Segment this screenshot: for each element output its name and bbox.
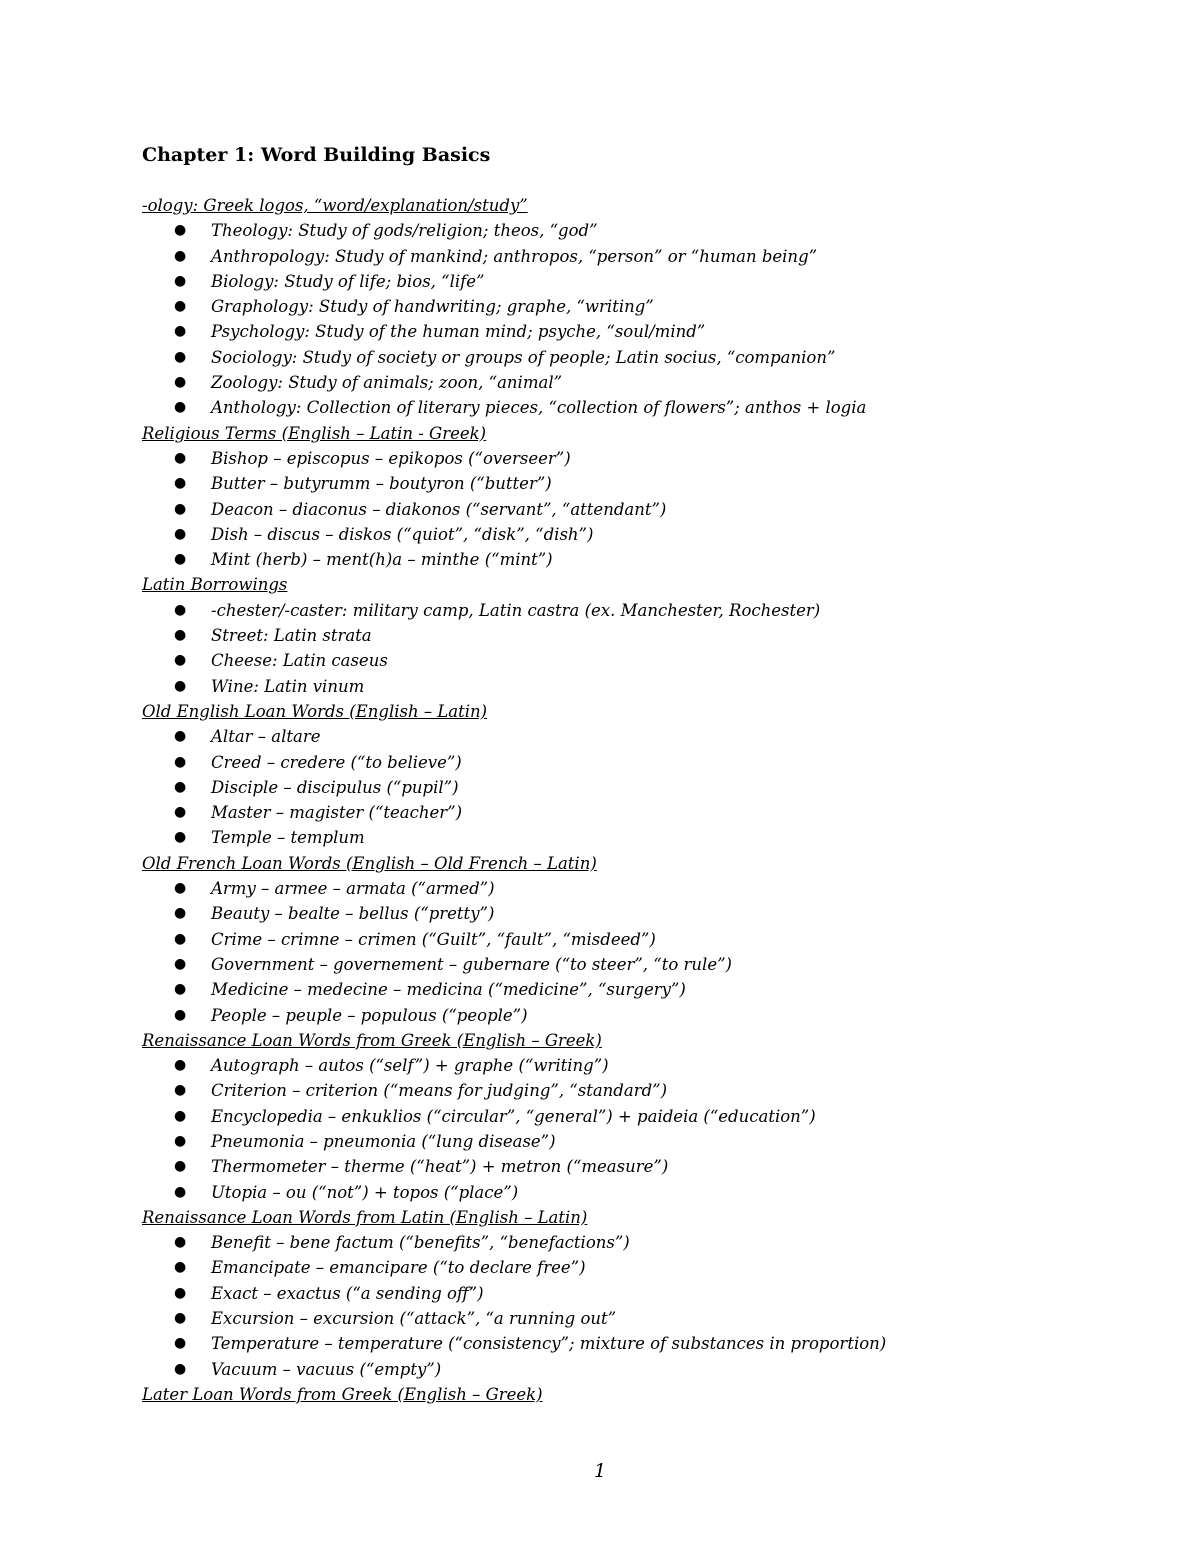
list-item bbox=[142, 1053, 1142, 1078]
list-item-text: Benefit – bene factum (“benefits”, “benefactions”) bbox=[211, 1233, 630, 1253]
bullet-icon: ● bbox=[174, 905, 187, 922]
bullet-icon: ● bbox=[174, 778, 187, 795]
section-heading: -ology: Greek logos, “word/explanation/study” bbox=[142, 196, 528, 215]
list-item bbox=[142, 952, 1142, 977]
section-heading: Renaissance Loan Words from Greek (English – Greek) bbox=[142, 1030, 602, 1050]
list-item bbox=[142, 446, 1142, 471]
list-item bbox=[142, 1357, 1142, 1382]
list-item bbox=[142, 1003, 1142, 1028]
bullet-icon: ● bbox=[174, 551, 187, 568]
list-item bbox=[142, 1154, 1142, 1179]
bullet-icon: ● bbox=[174, 323, 187, 340]
bullet-icon: ● bbox=[174, 1158, 187, 1175]
bullet-icon: ● bbox=[174, 1259, 187, 1276]
bullet-list bbox=[142, 446, 1142, 572]
bullet-icon: ● bbox=[174, 348, 187, 365]
list-item-text: People – peuple – populous (“people”) bbox=[211, 1005, 528, 1025]
list-item-text: Anthology: Collection of literary pieces, “collection of flowers”; anthos + logia bbox=[211, 398, 867, 418]
list-item-text: Excursion – excursion (“attack”, “a running out” bbox=[211, 1309, 617, 1329]
list-item bbox=[142, 395, 1142, 420]
bullet-list bbox=[142, 876, 1142, 1028]
list-item-text: Theology: Study of gods/religion; theos, “god” bbox=[211, 221, 598, 241]
bullet-icon: ● bbox=[174, 753, 187, 770]
bullet-icon: ● bbox=[174, 525, 187, 542]
list-item-text: Bishop – episcopus – epikopos (“overseer”) bbox=[211, 448, 571, 468]
list-item-text: Biology: Study of life; bios, “life” bbox=[211, 271, 485, 291]
bullet-icon: ● bbox=[174, 627, 187, 644]
document-body bbox=[142, 193, 1142, 1407]
bullet-icon: ● bbox=[174, 1082, 187, 1099]
bullet-icon: ● bbox=[174, 1335, 187, 1352]
bullet-icon: ● bbox=[174, 298, 187, 315]
list-item-text: Sociology: Study of society or groups of people; Latin socius, “companion” bbox=[211, 347, 836, 367]
bullet-icon: ● bbox=[174, 1234, 187, 1251]
list-item-text: Deacon – diaconus – diakonos (“servant”, “attendant”) bbox=[211, 499, 667, 519]
bullet-list bbox=[142, 218, 1142, 420]
list-item bbox=[142, 294, 1142, 319]
bullet-icon: ● bbox=[174, 272, 187, 289]
section bbox=[142, 1028, 1142, 1205]
bullet-icon: ● bbox=[174, 880, 187, 897]
list-item bbox=[142, 977, 1142, 1002]
list-item-text: Psychology: Study of the human mind; psyche, “soul/mind” bbox=[211, 322, 706, 342]
list-item-text: Street: Latin strata bbox=[211, 626, 372, 646]
bullet-icon: ● bbox=[174, 1132, 187, 1149]
list-item-text: Master – magister (“teacher”) bbox=[211, 803, 463, 823]
list-item-text: Beauty – bealte – bellus (“pretty”) bbox=[211, 904, 495, 924]
list-item bbox=[142, 218, 1142, 243]
list-item bbox=[142, 1331, 1142, 1356]
bullet-icon: ● bbox=[174, 652, 187, 669]
list-item bbox=[142, 674, 1142, 699]
section-heading: Later Loan Words from Greek (English – Greek) bbox=[142, 1384, 543, 1404]
section-heading: Old French Loan Words (English – Old French – Latin) bbox=[142, 853, 597, 873]
section bbox=[142, 1382, 1142, 1407]
bullet-icon: ● bbox=[174, 804, 187, 821]
list-item bbox=[142, 623, 1142, 648]
list-item bbox=[142, 319, 1142, 344]
list-item-text: Disciple – discipulus (“pupil”) bbox=[211, 777, 459, 797]
list-item-text: Army – armee – armata (“armed”) bbox=[211, 879, 495, 899]
bullet-icon: ● bbox=[174, 1006, 187, 1023]
list-item bbox=[142, 497, 1142, 522]
bullet-icon: ● bbox=[174, 399, 187, 416]
bullet-icon: ● bbox=[174, 601, 187, 618]
list-item-text: Butter – butyrumm – boutyron (“butter”) bbox=[211, 474, 552, 494]
list-item bbox=[142, 1230, 1142, 1255]
page-number: 1 bbox=[593, 1460, 607, 1482]
list-item-text: Pneumonia – pneumonia (“lung disease”) bbox=[211, 1131, 556, 1151]
list-item bbox=[142, 1306, 1142, 1331]
list-item-text: Creed – credere (“to believe”) bbox=[211, 752, 462, 772]
list-item bbox=[142, 1255, 1142, 1280]
list-item bbox=[142, 1078, 1142, 1103]
section-heading: Renaissance Loan Words from Latin (English – Latin) bbox=[142, 1207, 588, 1227]
list-item bbox=[142, 876, 1142, 901]
bullet-icon: ● bbox=[174, 374, 187, 391]
list-item-text: Zoology: Study of animals; zoon, “animal” bbox=[211, 373, 563, 393]
section-heading: Religious Terms (English – Latin - Greek) bbox=[142, 423, 487, 443]
bullet-icon: ● bbox=[174, 475, 187, 492]
list-item bbox=[142, 750, 1142, 775]
bullet-icon: ● bbox=[174, 1107, 187, 1124]
bullet-icon: ● bbox=[174, 449, 187, 466]
list-item-text: Autograph – autos (“self”) + graphe (“writing”) bbox=[211, 1056, 609, 1076]
list-item bbox=[142, 345, 1142, 370]
list-item-text: Vacuum – vacuus (“empty”) bbox=[211, 1359, 442, 1379]
list-item bbox=[142, 927, 1142, 952]
list-item bbox=[142, 471, 1142, 496]
list-item-text: Cheese: Latin caseus bbox=[211, 651, 388, 671]
list-item bbox=[142, 775, 1142, 800]
section bbox=[142, 572, 1142, 698]
list-item-text: Wine: Latin vinum bbox=[211, 676, 365, 696]
list-item-text: Encyclopedia – enkuklios (“circular”, “general”) + paideia (“education”) bbox=[211, 1106, 816, 1126]
section bbox=[142, 421, 1142, 573]
list-item-text: Mint (herb) – ment(h)a – minthe (“mint”) bbox=[211, 550, 553, 570]
bullet-icon: ● bbox=[174, 955, 187, 972]
bullet-list bbox=[142, 598, 1142, 699]
list-item bbox=[142, 724, 1142, 749]
list-item-text: Dish – discus – diskos (“quiot”, “disk”, “dish”) bbox=[211, 524, 594, 544]
list-item bbox=[142, 648, 1142, 673]
list-item-text: Temperature – temperature (“consistency”; mixture of substances in proportion) bbox=[211, 1334, 887, 1354]
list-item-text: Graphology: Study of handwriting; graphe, “writing” bbox=[211, 297, 654, 317]
list-item-text: -chester/-caster: military camp, Latin castra (ex. Manchester, Rochester) bbox=[211, 600, 821, 620]
list-item-text: Emancipate – emancipare (“to declare free”) bbox=[211, 1258, 586, 1278]
section bbox=[142, 851, 1142, 1028]
list-item bbox=[142, 1281, 1142, 1306]
bullet-icon: ● bbox=[174, 247, 187, 264]
bullet-list bbox=[142, 1230, 1142, 1382]
list-item-text: Altar – altare bbox=[211, 727, 321, 747]
list-item bbox=[142, 598, 1142, 623]
list-item bbox=[142, 800, 1142, 825]
list-item-text: Criterion – criterion (“means for judging”, “standard”) bbox=[211, 1081, 668, 1101]
list-item-text: Temple – templum bbox=[211, 828, 365, 848]
list-item bbox=[142, 825, 1142, 850]
section-heading: Old English Loan Words (English – Latin) bbox=[142, 701, 488, 721]
list-item-text: Utopia – ou (“not”) + topos (“place”) bbox=[211, 1182, 519, 1202]
list-item-text: Crime – crimne – crimen (“Guilt”, “fault”, “misdeed”) bbox=[211, 929, 656, 949]
list-item bbox=[142, 1180, 1142, 1205]
bullet-icon: ● bbox=[174, 1310, 187, 1327]
bullet-icon: ● bbox=[174, 1057, 187, 1074]
bullet-list bbox=[142, 724, 1142, 850]
list-item bbox=[142, 901, 1142, 926]
chapter-title: Chapter 1: Word Building Basics bbox=[142, 144, 491, 166]
bullet-icon: ● bbox=[174, 1360, 187, 1377]
list-item bbox=[142, 269, 1142, 294]
bullet-icon: ● bbox=[174, 728, 187, 745]
list-item bbox=[142, 244, 1142, 269]
section-heading: Latin Borrowings bbox=[142, 575, 288, 595]
list-item bbox=[142, 1104, 1142, 1129]
bullet-list bbox=[142, 1053, 1142, 1205]
bullet-icon: ● bbox=[174, 677, 187, 694]
bullet-icon: ● bbox=[174, 1183, 187, 1200]
list-item-text: Government – governement – gubernare (“to steer”, “to rule”) bbox=[211, 954, 732, 974]
bullet-icon: ● bbox=[174, 1284, 187, 1301]
section bbox=[142, 699, 1142, 851]
bullet-icon: ● bbox=[174, 222, 187, 239]
list-item-text: Exact – exactus (“a sending off”) bbox=[211, 1283, 484, 1303]
bullet-icon: ● bbox=[174, 500, 187, 517]
list-item bbox=[142, 1129, 1142, 1154]
list-item bbox=[142, 522, 1142, 547]
list-item-text: Anthropology: Study of mankind; anthropos, “person” or “human being” bbox=[211, 246, 818, 266]
list-item bbox=[142, 370, 1142, 395]
list-item-text: Medicine – medecine – medicina (“medicine”, “surgery”) bbox=[211, 980, 686, 1000]
section bbox=[142, 193, 1142, 421]
section bbox=[142, 1205, 1142, 1382]
bullet-icon: ● bbox=[174, 930, 187, 947]
list-item-text: Thermometer – therme (“heat”) + metron (“measure”) bbox=[211, 1157, 669, 1177]
bullet-icon: ● bbox=[174, 981, 187, 998]
bullet-icon: ● bbox=[174, 829, 187, 846]
list-item bbox=[142, 547, 1142, 572]
